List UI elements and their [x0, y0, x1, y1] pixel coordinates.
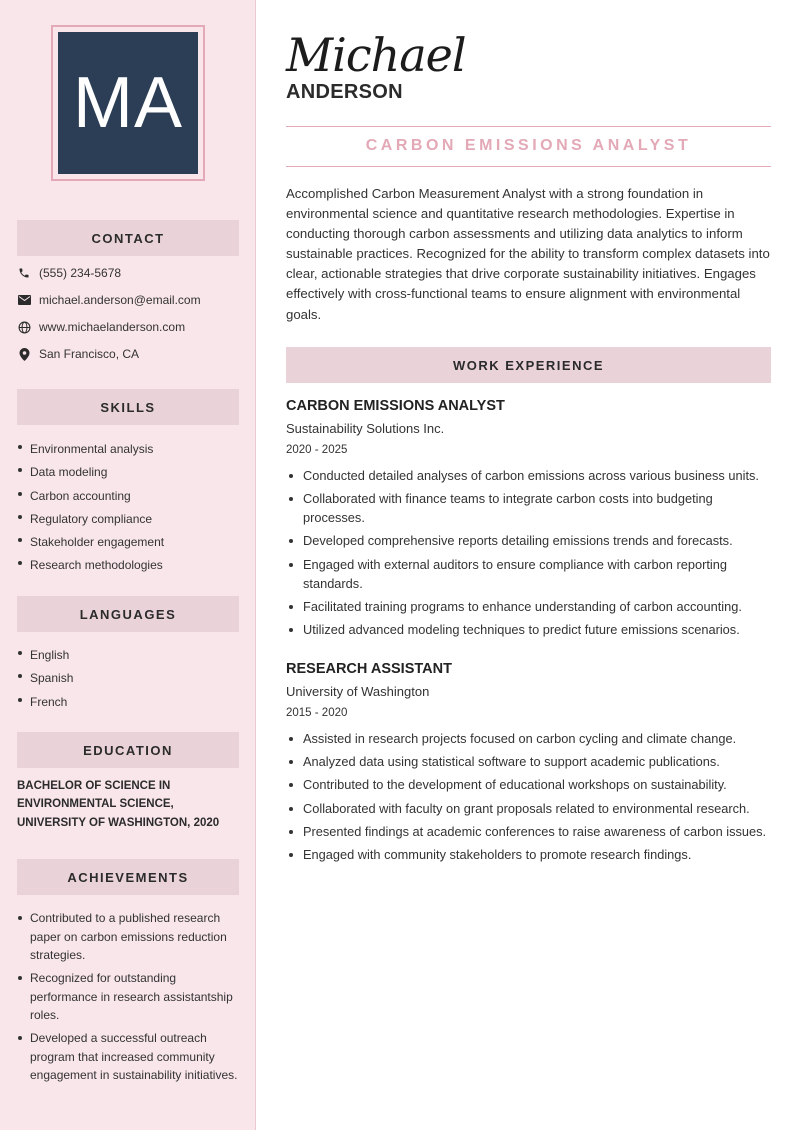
website-text[interactable]: www.michaelanderson.com [39, 320, 186, 334]
skills-heading: SKILLS [17, 389, 239, 425]
contact-email [17, 293, 201, 307]
contact-heading: CONTACT [17, 220, 239, 256]
list-item: Engaged with community stakeholders to promote research findings. [286, 845, 771, 864]
list-item: Carbon accounting [17, 485, 242, 508]
list-item: Conducted detailed analyses of carbon emissions across various business units. [286, 466, 771, 485]
list-item: Regulatory compliance [17, 508, 242, 531]
education-degree: BACHELOR OF SCIENCE IN ENVIRONMENTAL SCIENCE, UNIVERSITY OF WASHINGTON, 2020 [17, 780, 220, 829]
achievements-list [17, 909, 242, 1085]
list-item: Assisted in research projects focused on carbon cycling and climate change. [286, 729, 771, 748]
list-item: Recognized for outstanding performance in research assistantship roles. [17, 969, 242, 1025]
job-role: RESEARCH ASSISTANT [286, 661, 452, 677]
monogram: MA [58, 32, 198, 174]
list-item: Facilitated training programs to enhance understanding of carbon accounting. [286, 597, 771, 616]
globe-icon [17, 320, 31, 334]
email-icon [17, 293, 31, 307]
contact-website [17, 320, 185, 334]
phone-text[interactable]: (555) 234-5678 [39, 266, 122, 280]
job-bullets [286, 466, 771, 639]
sidebar [0, 0, 256, 1130]
education-heading: EDUCATION [17, 732, 239, 768]
list-item: Data modeling [17, 461, 242, 484]
work-experience-heading: WORK EXPERIENCE [286, 347, 771, 383]
location-pin-icon [17, 347, 31, 361]
list-item: English [17, 644, 242, 667]
divider [286, 166, 771, 167]
list-item: Collaborated with faculty on grant proposals related to environmental research. [286, 799, 771, 818]
list-item: Utilized advanced modeling techniques to predict future emissions scenarios. [286, 620, 771, 639]
location-text: San Francisco, CA [39, 347, 140, 361]
job-org: Sustainability Solutions Inc. [286, 421, 445, 436]
job-dates: 2015 - 2020 [286, 707, 348, 719]
summary: Accomplished Carbon Measurement Analyst with a strong foundation in environmental science and quantitative research methodologies. Expertise in conducting thorough carbon assessments and utilizing data analytics to inform sustainable practices. Recognized for the ability to transform complex datasets into clear, actionable strategies that drive corporate sustainability initiatives. Engages effectively with cross-functional teams to ensure alignment with environmental goals. [286, 186, 770, 322]
languages-list [17, 644, 242, 714]
monogram-frame [51, 25, 205, 181]
achievements-heading: ACHIEVEMENTS [17, 859, 239, 895]
job-role: CARBON EMISSIONS ANALYST [286, 398, 505, 414]
list-item: Environmental analysis [17, 438, 242, 461]
list-item: Collaborated with finance teams to integrate carbon costs into budgeting processes. [286, 489, 771, 527]
list-item: Contributed to the development of educational workshops on sustainability. [286, 775, 771, 794]
list-item: Analyzed data using statistical software to support academic publications. [286, 752, 771, 771]
contact-phone [17, 266, 121, 280]
languages-heading: LANGUAGES [17, 596, 239, 632]
first-name: Michael [286, 28, 466, 82]
list-item: Developed comprehensive reports detailing emissions trends and forecasts. [286, 531, 771, 550]
list-item: Spanish [17, 667, 242, 690]
list-item: Engaged with external auditors to ensure compliance with carbon reporting standards. [286, 555, 771, 593]
job-dates: 2020 - 2025 [286, 444, 348, 456]
contact-location [17, 347, 139, 361]
skills-list [17, 438, 242, 578]
email-text[interactable]: michael.anderson@email.com [39, 293, 201, 307]
list-item: Research methodologies [17, 554, 242, 577]
job-title: CARBON EMISSIONS ANALYST [365, 137, 692, 154]
job-bullets [286, 729, 771, 864]
divider [286, 126, 771, 127]
job-entry [286, 398, 771, 643]
phone-icon [17, 266, 31, 280]
job-entry [286, 661, 771, 868]
list-item: Stakeholder engagement [17, 531, 242, 554]
job-org: University of Washington [286, 684, 430, 699]
list-item: French [17, 691, 242, 714]
list-item: Presented findings at academic conferences to raise awareness of carbon issues. [286, 822, 771, 841]
list-item: Contributed to a published research paper on carbon emissions reduction strategies. [17, 909, 242, 965]
list-item: Developed a successful outreach program that increased community engagement in sustainability initiatives. [17, 1029, 242, 1085]
last-name: ANDERSON [286, 81, 403, 103]
